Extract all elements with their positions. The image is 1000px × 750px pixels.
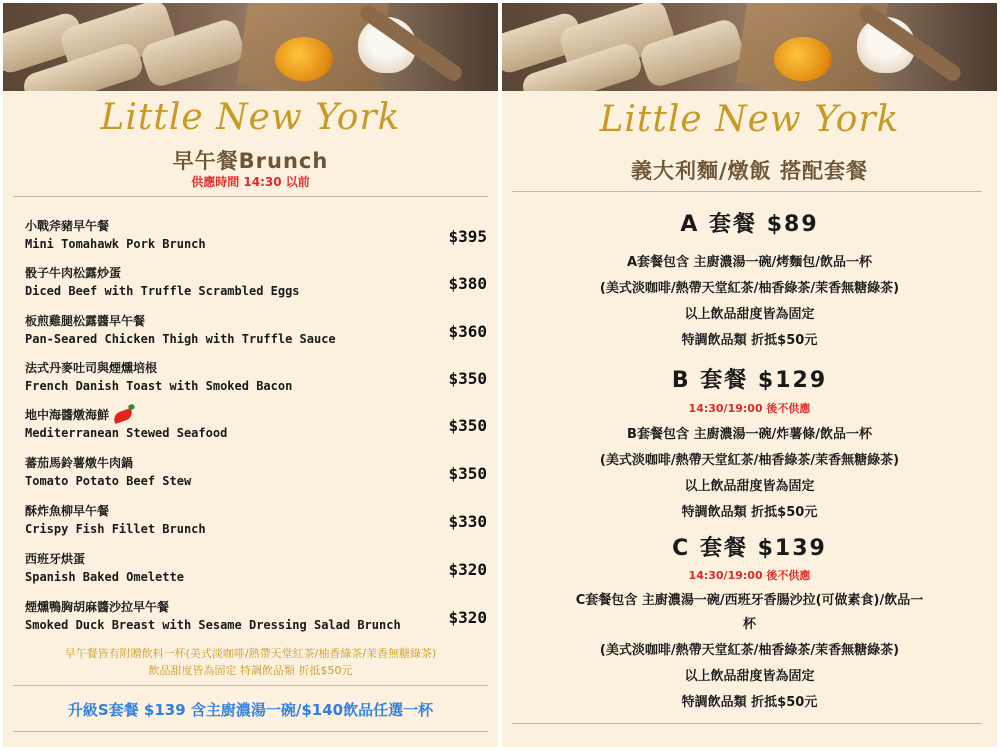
set-b-title: B 套餐 $129 — [671, 368, 828, 393]
item-price: $360 — [448, 322, 487, 341]
item-name-zh: 板煎雞腿松露醬早午餐 — [25, 314, 146, 328]
item-name-en: French Danish Toast with Smoked Bacon — [25, 379, 293, 393]
item-name-zh: 煙燻鴨胸胡麻醬沙拉早午餐 — [25, 600, 170, 614]
item-name-zh: 西班牙烘蛋 — [25, 552, 86, 566]
item-name-zh: 骰子牛肉松露炒蛋 — [25, 266, 122, 280]
divider — [13, 731, 488, 732]
item-name-en: Crispy Fish Fillet Brunch — [25, 522, 206, 536]
set-a-sweetness-note: 以上飲品甜度皆為固定 — [684, 307, 815, 322]
set-c-sweetness-note: 以上飲品甜度皆為固定 — [684, 669, 815, 684]
item-price: $350 — [448, 464, 487, 483]
item-name-en: Pan-Seared Chicken Thigh with Truffle Sauce — [25, 332, 336, 346]
item-name-zh: 法式丹麥吐司與煙燻培根 — [25, 361, 158, 375]
set-b-sweetness-note: 以上飲品甜度皆為固定 — [684, 479, 815, 494]
food-banner-image — [3, 3, 498, 91]
menu-item — [25, 502, 487, 548]
item-name-en: Mini Tomahawk Pork Brunch — [25, 237, 206, 251]
item-price: $380 — [448, 274, 487, 293]
menu-item — [25, 359, 487, 405]
egg-yolk-icon — [275, 37, 333, 81]
menu-title: 義大利麵/燉飯 搭配套餐 — [631, 159, 868, 183]
item-price: $320 — [448, 608, 487, 627]
item-name-zh: 小戰斧豬早午餐 — [25, 219, 110, 233]
menu-title: 早午餐Brunch — [172, 149, 329, 173]
menu-item — [25, 264, 487, 310]
item-name-en: Tomato Potato Beef Stew — [25, 474, 192, 488]
menu-item — [25, 598, 487, 644]
set-b-time-note: 14:30/19:00 後不供應 — [688, 402, 811, 415]
set-meal-menu-panel — [502, 3, 997, 747]
restaurant-logo: Little New York — [599, 99, 900, 140]
food-banner-image — [502, 3, 997, 91]
menu-item — [25, 454, 487, 500]
item-name-zh: 地中海醬燉海鮮 — [25, 408, 110, 422]
chili-pepper-icon — [112, 407, 134, 423]
set-c-time-note: 14:30/19:00 後不供應 — [688, 569, 811, 582]
item-price: $395 — [448, 227, 487, 246]
item-name-zh: 蕃茄馬鈴薯燉牛肉鍋 — [25, 456, 134, 470]
set-a-contents: A套餐包含 主廚濃湯一碗/烤麵包/飲品一杯 — [626, 255, 873, 270]
upgrade-set-offer: 升級S套餐 $139 含主廚濃湯一碗/$140飲品任選一杯 — [67, 701, 434, 719]
sweetness-note: 飲品甜度皆為固定 特調飲品類 折抵$50元 — [148, 664, 353, 677]
set-c-contents: C套餐包含 主廚濃湯一碗/西班牙香腸沙拉(可做素食)/飲品一 — [575, 593, 924, 608]
set-c-title: C 套餐 $139 — [672, 536, 827, 561]
drink-note: 早午餐皆有附贈飲料一杯(美式淡咖啡/熱帶天堂紅茶/柚香綠茶/茉香無糖綠茶) — [64, 647, 437, 660]
item-name-en: Spanish Baked Omelette — [25, 570, 184, 584]
restaurant-logo: Little New York — [100, 97, 401, 138]
item-name-en: Mediterranean Stewed Seafood — [25, 426, 228, 440]
set-a-title: A 套餐 $89 — [680, 212, 819, 237]
egg-yolk-icon — [774, 37, 832, 81]
menu-item — [25, 312, 487, 358]
divider — [13, 685, 488, 686]
item-price: $350 — [448, 416, 487, 435]
item-name-en: Smoked Duck Breast with Sesame Dressing Salad Brunch — [25, 618, 401, 632]
menu-item — [25, 217, 487, 263]
item-name-en: Diced Beef with Truffle Scrambled Eggs — [25, 284, 300, 298]
set-a-drink-options: (美式淡咖啡/熱帶天堂紅茶/柚香綠茶/茉香無糖綠茶) — [599, 281, 900, 296]
divider — [512, 723, 982, 724]
set-c-contents-cont: 杯 — [742, 617, 756, 632]
menu-item — [25, 406, 487, 452]
set-b-discount-note: 特調飲品類 折抵$50元 — [681, 505, 818, 520]
item-name-zh: 酥炸魚柳早午餐 — [25, 504, 110, 518]
set-a-discount-note: 特調飲品類 折抵$50元 — [681, 333, 818, 348]
divider — [13, 196, 488, 197]
item-price: $320 — [448, 560, 487, 579]
set-c-discount-note: 特調飲品類 折抵$50元 — [681, 695, 818, 710]
serving-hours-note: 供應時間 14:30 以前 — [191, 175, 310, 189]
divider — [512, 191, 982, 192]
set-b-contents: B套餐包含 主廚濃湯一碗/炸薯條/飲品一杯 — [627, 427, 872, 442]
item-price: $350 — [448, 369, 487, 388]
menu-item — [25, 550, 487, 596]
brunch-menu-panel — [3, 3, 498, 747]
item-price: $330 — [448, 512, 487, 531]
set-b-drink-options: (美式淡咖啡/熱帶天堂紅茶/柚香綠茶/茉香無糖綠茶) — [599, 453, 900, 468]
set-c-drink-options: (美式淡咖啡/熱帶天堂紅茶/柚香綠茶/茉香無糖綠茶) — [599, 643, 900, 658]
